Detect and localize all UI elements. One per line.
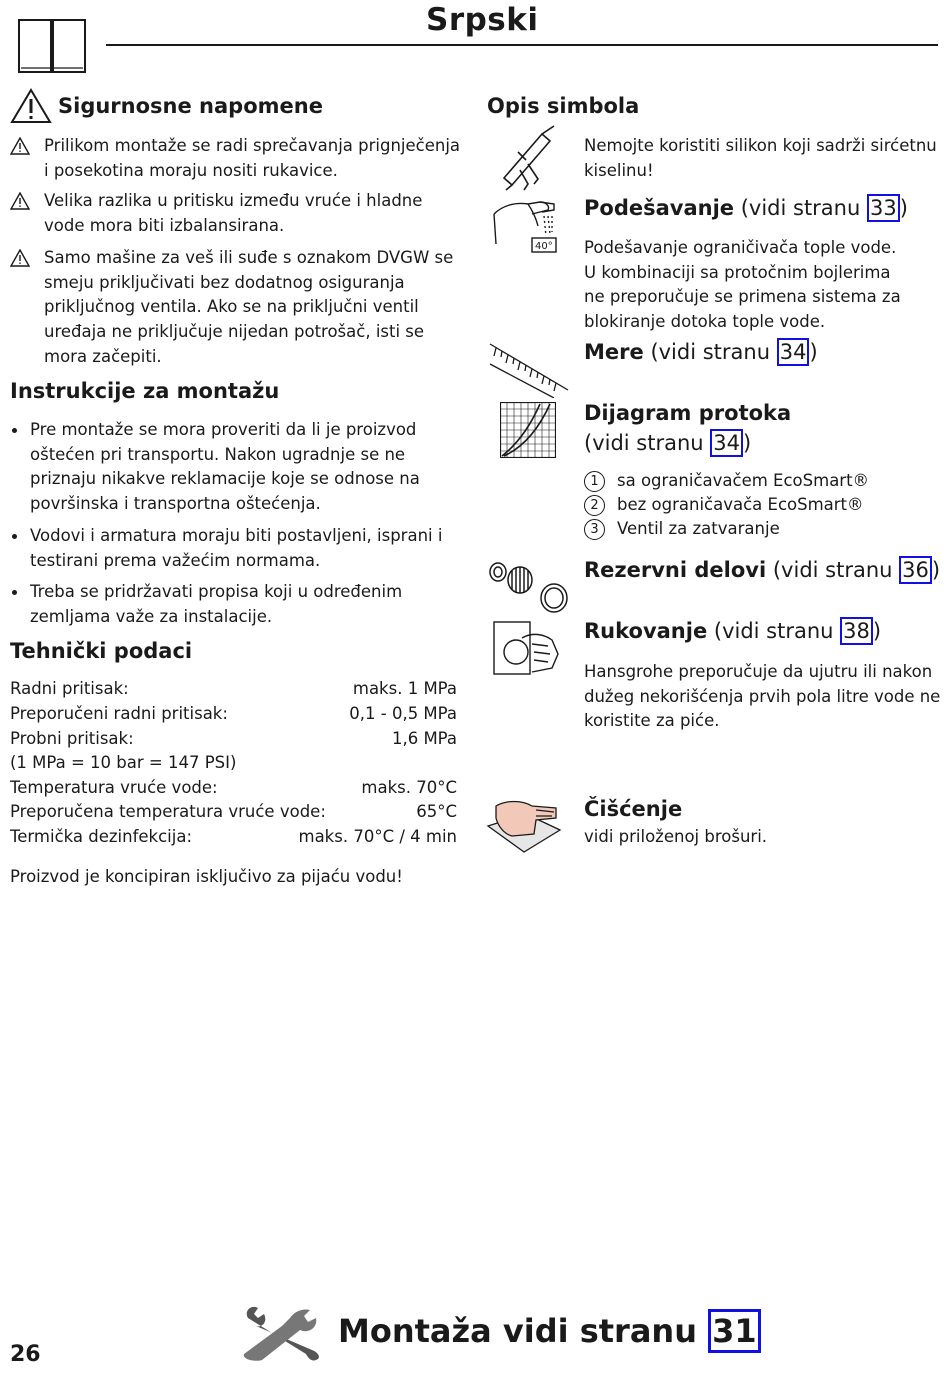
cleaning-title: Čišćenje xyxy=(584,797,683,821)
tech-row xyxy=(10,729,457,753)
mounting-item-text: Pre montaže se mora proveriti da li je proizvod oštećen pri transportu. Nakon ugradnje se ne priznaju nikakve reklamacije koje se odnose na površinska i transportna oštećenja. xyxy=(30,420,420,514)
spare-page-link[interactable]: 36 xyxy=(899,556,932,584)
warning-icon xyxy=(10,88,52,128)
flow-diagram-icon xyxy=(500,402,556,462)
silicone-warning: Nemojte koristiti silikon koji sadrži sirćetnu kiselinu! xyxy=(584,136,937,180)
tech-value: 65°C xyxy=(416,802,457,821)
silicone-gun-icon xyxy=(498,124,560,198)
page-title: Srpski xyxy=(426,2,539,38)
safety-item-text: Samo mašine za veš ili suđe s oznakom DVGW se smeju priključivati bez dodatnog osiguranja priključnog ventila. Ako se na priključni ventil uređaja ne priključuje nijedan potrošač, isti se mora začepiti. xyxy=(44,248,454,366)
measures-title: Mere xyxy=(584,340,644,364)
flow-legend-item xyxy=(584,471,869,492)
header-rule xyxy=(106,44,938,46)
page-number: 26 xyxy=(10,1342,41,1367)
tech-label: Preporučena temperatura vruće vode: xyxy=(10,802,326,821)
bullet-dot xyxy=(12,428,17,433)
drinking-water-note: Proizvod je koncipiran isključivo za pijaću vodu! xyxy=(10,867,403,886)
legend-text: sa ograničavačem EcoSmart® xyxy=(617,471,870,490)
measures-heading xyxy=(584,340,944,364)
tech-label: Preporučeni radni pritisak: xyxy=(10,704,228,723)
adjust-title: Podešavanje xyxy=(584,196,735,220)
wrench-icon xyxy=(242,1304,326,1366)
book-icon xyxy=(17,16,87,78)
handling-text: Hansgrohe preporučuje da ujutru ili nakon dužeg nekorišćenja prvih pola litre vode ne koristite za piće. xyxy=(584,662,941,731)
adjust-heading xyxy=(584,196,944,220)
flow-legend-item xyxy=(584,495,864,516)
flow-legend-item xyxy=(584,519,780,540)
warning-icon xyxy=(10,249,30,275)
footer-heading xyxy=(338,1312,761,1350)
handling-ref-close: ) xyxy=(872,619,882,643)
tech-row xyxy=(10,802,457,826)
warning-icon xyxy=(10,137,30,163)
tech-value: maks. 70°C xyxy=(361,778,457,797)
adjust-ref: (vidi stranu xyxy=(740,196,861,220)
spare-heading xyxy=(584,558,944,582)
flow-ref-close: ) xyxy=(743,431,752,455)
symbols-heading: Opis simbola xyxy=(487,94,640,118)
cleaning-text: vidi priloženoj brošuri. xyxy=(584,827,768,846)
handling-ref: (vidi stranu xyxy=(713,619,834,643)
tech-label: Radni pritisak: xyxy=(10,679,129,698)
tech-value: 0,1 - 0,5 MPa xyxy=(349,704,457,723)
tech-value: maks. 1 MPa xyxy=(352,679,457,698)
measures-ref: (vidi stranu xyxy=(650,340,771,364)
warning-icon xyxy=(10,192,30,218)
safety-item-text: Velika razlika u pritisku između vruće i hladne vode mora biti izbalansirana. xyxy=(44,191,423,235)
legend-number: 2 xyxy=(584,495,605,516)
thermo-display: 40° xyxy=(535,241,553,252)
tech-row xyxy=(10,827,457,851)
adjust-ref-close: ) xyxy=(899,196,908,220)
handle-operation-icon xyxy=(492,618,562,682)
safety-heading: Sigurnosne napomene xyxy=(58,94,323,118)
flow-ref-line xyxy=(584,431,944,455)
measures-page-link[interactable]: 34 xyxy=(777,338,810,366)
mounting-heading: Instrukcije za montažu xyxy=(10,379,280,403)
tech-row xyxy=(10,778,457,802)
legend-number: 1 xyxy=(584,471,605,492)
flow-title: Dijagram protoka xyxy=(584,401,792,425)
ruler-icon xyxy=(488,342,570,402)
mounting-item-text: Treba se pridržavati propisa koji u određenim zemljama važe za instalacije. xyxy=(30,582,403,626)
cleaning-cloth-icon xyxy=(486,796,562,858)
bullet-dot xyxy=(12,590,17,595)
footer-title-text: Montaža vidi stranu xyxy=(338,1312,697,1350)
tech-row xyxy=(10,704,457,728)
legend-text: bez ograničavača EcoSmart® xyxy=(617,495,864,514)
tech-label: (1 MPa = 10 bar = 147 PSI) xyxy=(10,753,237,772)
tech-value: maks. 70°C / 4 min xyxy=(298,827,457,846)
bullet-dot xyxy=(12,534,17,539)
measures-ref-close: ) xyxy=(809,340,818,364)
thermostat-hand-icon xyxy=(492,196,564,260)
spare-title: Rezervni delovi xyxy=(584,558,767,582)
flow-ref: (vidi stranu xyxy=(584,431,704,455)
safety-item-text: Prilikom montaže se radi sprečavanja prignječenja i posekotina moraju nositi rukavice. xyxy=(44,136,461,180)
mounting-item-text: Vodovi i armatura moraju biti postavljeni, isprani i testirani prema važećim normama. xyxy=(30,526,443,570)
flow-heading xyxy=(584,401,944,425)
flow-page-link[interactable]: 34 xyxy=(710,429,743,457)
tech-value: 1,6 MPa xyxy=(391,729,457,748)
adjust-page-link[interactable]: 33 xyxy=(867,194,900,222)
spare-ref: (vidi stranu xyxy=(772,558,893,582)
cleaning-heading xyxy=(584,797,944,821)
legend-number: 3 xyxy=(584,519,605,540)
handling-heading xyxy=(584,619,944,643)
tech-label: Probni pritisak: xyxy=(10,729,134,748)
handling-title: Rukovanje xyxy=(584,619,708,643)
tech-row xyxy=(10,679,457,703)
tech-heading: Tehnički podaci xyxy=(10,639,193,663)
spare-ref-close: ) xyxy=(931,558,941,582)
tech-label: Temperatura vruće vode: xyxy=(10,778,218,797)
spare-parts-icon xyxy=(488,560,572,620)
legend-text: Ventil za zatvaranje xyxy=(617,519,780,538)
adjust-text: Podešavanje ograničivača tople vode. U kombinaciji sa protočnim bojlerima ne preporučuje se primena sistema za blokiranje dotoka tople vode. xyxy=(584,238,901,332)
handling-page-link[interactable]: 38 xyxy=(840,617,873,645)
footer-page-link[interactable]: 31 xyxy=(708,1309,761,1353)
tech-row xyxy=(10,753,457,777)
tech-label: Termička dezinfekcija: xyxy=(10,827,193,846)
